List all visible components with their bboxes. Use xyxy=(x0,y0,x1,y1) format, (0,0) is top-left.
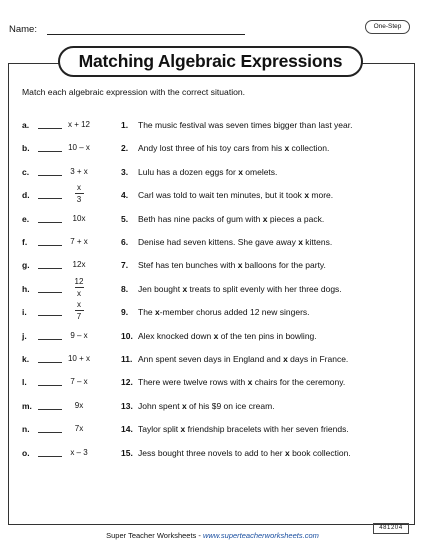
algebraic-expression: 12x xyxy=(72,260,86,270)
matching-row xyxy=(0,115,425,135)
expression-letter: b. xyxy=(22,143,30,154)
situation-text: There were twelve rows with x chairs for the ceremony. xyxy=(138,377,346,388)
situation-number: 3. xyxy=(121,166,129,177)
situation-text: Ann spent seven days in England and x days in France. xyxy=(138,354,349,364)
situation-text: The music festival was seven times bigger than last year. xyxy=(138,120,353,130)
algebraic-expression: x – 3 xyxy=(70,447,88,457)
expression-letter: d. xyxy=(22,190,30,201)
expression-letter: k. xyxy=(22,354,30,364)
answer-blank[interactable] xyxy=(38,245,62,246)
footer-separator: - xyxy=(196,531,203,540)
matching-row xyxy=(0,232,425,252)
algebraic-expression: 7 – x xyxy=(70,377,88,387)
footer-brand: Super Teacher Worksheets xyxy=(106,531,197,540)
matching-row xyxy=(0,372,425,392)
matching-row xyxy=(0,162,425,182)
fraction-bar xyxy=(75,287,84,288)
fraction-expression xyxy=(64,300,94,321)
algebraic-expression: 10x xyxy=(72,213,86,223)
situation-number: 1. xyxy=(121,120,129,130)
expression-letter: j. xyxy=(22,330,27,341)
algebraic-expression: 7x xyxy=(74,424,84,434)
matching-row xyxy=(0,326,425,346)
expression-letter: a. xyxy=(22,120,30,130)
expression-letter: c. xyxy=(22,166,30,177)
expression-letter: m. xyxy=(22,400,32,411)
situation-number: 8. xyxy=(121,283,129,294)
expression-letter: o. xyxy=(22,447,30,458)
expression-letter: f. xyxy=(22,237,28,247)
answer-blank[interactable] xyxy=(38,198,62,199)
matching-row xyxy=(0,209,425,229)
situation-text: Carl was told to wait ten minutes, but it took x more. xyxy=(138,190,334,201)
fraction-denominator: 3 xyxy=(76,195,82,205)
matching-row xyxy=(0,349,425,369)
algebraic-expression: 10 + x xyxy=(67,354,90,363)
situation-number: 9. xyxy=(121,307,129,318)
algebraic-expression: 10 – x xyxy=(68,143,90,153)
matching-row xyxy=(0,185,425,205)
answer-blank[interactable] xyxy=(38,456,62,457)
fraction-expression xyxy=(64,183,94,204)
algebraic-expression: 9 – x xyxy=(70,330,88,340)
answer-blank[interactable] xyxy=(38,268,62,269)
matching-row xyxy=(0,419,425,439)
situation-text: John spent x of his $9 on ice cream. xyxy=(138,400,275,411)
situation-text: Jen bought x treats to split evenly with her three dogs. xyxy=(138,283,342,294)
answer-blank[interactable] xyxy=(38,432,62,433)
answer-blank[interactable] xyxy=(38,362,62,363)
fraction-numerator: 12 xyxy=(74,276,84,286)
situation-text: Andy lost three of his toy cars from his x collection. xyxy=(138,143,330,154)
situation-text: Alex knocked down x of the ten pins in bowling. xyxy=(138,330,317,341)
matching-row xyxy=(0,302,425,322)
situation-text: Denise had seven kittens. She gave away x kittens. xyxy=(138,237,333,247)
name-field[interactable] xyxy=(47,34,245,35)
answer-blank[interactable] xyxy=(38,175,62,176)
situation-text: Jess bought three novels to add to her x book collection. xyxy=(138,447,351,458)
fraction-bar xyxy=(75,310,84,311)
situation-number: 14. xyxy=(121,424,133,435)
situation-number: 10. xyxy=(121,330,133,341)
situation-number: 5. xyxy=(121,213,129,224)
answer-blank[interactable] xyxy=(38,292,62,293)
situation-number: 7. xyxy=(121,260,129,271)
situation-number: 6. xyxy=(121,237,129,247)
algebraic-expression: 7 + x xyxy=(70,237,88,246)
expression-letter: l. xyxy=(22,377,27,388)
one-step-badge: One-Step xyxy=(365,20,410,34)
answer-blank[interactable] xyxy=(38,339,62,340)
fraction-expression xyxy=(64,277,94,298)
answer-blank[interactable] xyxy=(38,409,62,410)
expression-letter: e. xyxy=(22,213,30,224)
situation-text: Taylor split x friendship bracelets with her seven friends. xyxy=(138,424,349,435)
fraction-bar xyxy=(75,193,84,194)
expression-letter: h. xyxy=(22,283,30,294)
algebraic-expression: 3 + x xyxy=(70,166,88,176)
answer-blank[interactable] xyxy=(38,385,62,386)
expression-letter: n. xyxy=(22,424,30,435)
situation-text: Stef has ten bunches with x balloons for the party. xyxy=(138,260,326,271)
situation-number: 15. xyxy=(121,447,133,458)
matching-row xyxy=(0,276,425,299)
situation-number: 12. xyxy=(121,377,133,388)
algebraic-expression: 9x xyxy=(74,400,84,410)
instructions: Match each algebraic expression with the correct situation. xyxy=(22,87,246,97)
footer xyxy=(0,531,425,540)
fraction-denominator: 7 xyxy=(76,312,82,322)
matching-row xyxy=(0,255,425,275)
situation-number: 11. xyxy=(121,354,133,364)
page-title: Matching Algebraic Expressions xyxy=(58,46,363,77)
matching-row xyxy=(0,138,425,158)
fraction-denominator: x xyxy=(77,288,81,298)
situation-text: The x-member chorus added 12 new singers. xyxy=(138,307,310,318)
answer-blank[interactable] xyxy=(38,128,62,129)
footer-url[interactable]: www.superteacherworksheets.com xyxy=(202,531,319,540)
expression-letter: i. xyxy=(22,307,27,318)
worksheet-code: 481204 xyxy=(373,523,409,534)
situation-number: 13. xyxy=(121,400,133,411)
situation-number: 2. xyxy=(121,143,129,154)
matching-row xyxy=(0,443,425,463)
name-label: Name: xyxy=(9,24,37,35)
answer-blank[interactable] xyxy=(38,222,62,223)
fraction-numerator: x xyxy=(77,300,81,310)
algebraic-expression: x + 12 xyxy=(67,120,90,129)
answer-blank[interactable] xyxy=(38,151,62,152)
situation-number: 4. xyxy=(121,190,129,201)
situation-text: Beth has nine packs of gum with x pieces a pack. xyxy=(138,213,325,224)
fraction-numerator: x xyxy=(77,183,81,193)
situation-text: Lulu has a dozen eggs for x omelets. xyxy=(138,166,278,177)
expression-letter: g. xyxy=(22,260,30,271)
matching-row xyxy=(0,396,425,416)
answer-blank[interactable] xyxy=(38,315,62,316)
